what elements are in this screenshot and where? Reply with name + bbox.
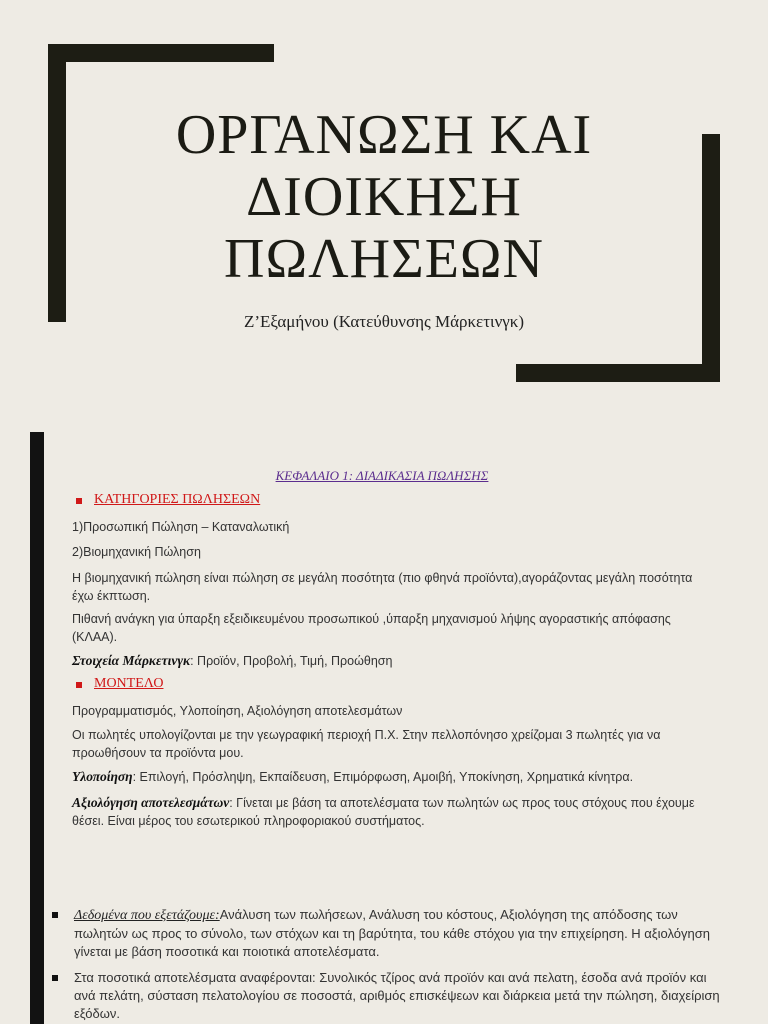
content-slide-evaluation: [0, 864, 768, 1024]
bullet-square-icon: [76, 682, 82, 688]
title-line-2: ΔΙΟΙΚΗΣΗ: [246, 166, 522, 228]
section-heading-model: ΜΟΝΤΕΛΟ: [94, 676, 164, 691]
bullet-square-icon: [76, 498, 82, 504]
section-heading-categories: ΚΑΤΗΓΟΡΙΕΣ ΠΩΛΗΣΕΩΝ: [94, 492, 261, 507]
chapter-link[interactable]: ΚΕΦΑΛΑΙΟ 1: ΔΙΑΔΙΚΑΣΙΑ ΠΩΛΗΣΗΣ: [275, 468, 489, 483]
evaluation: [72, 794, 712, 830]
marketing-text: : Προϊόν, Προβολή, Τιμή, Προώθηση: [190, 654, 393, 668]
frame-corner-top-left: [48, 44, 66, 322]
data-examined-text: Ανάλυση των πωλήσεων, Ανάλυση του κόστους, Αξιολόγηση της απόδοσης των πωλητών ως προς το σύνολο, των στόχων και τη βαρύτητα, του κάθε στόχου για την επιχείρηση. Η αξιολόγηση γίνεται με βάση ποσοτικά και ποιοτικά αποτελέσματα.: [74, 907, 711, 959]
slide-accent-bar: [30, 432, 44, 864]
model-steps: Προγραμματισμός, Υλοποίηση, Αξιολόγηση αποτελεσμάτων: [72, 704, 403, 718]
page-title: [100, 104, 668, 290]
marketing-label: Στοιχεία Μάρκετινγκ: [72, 653, 191, 668]
title-line-3: ΠΩΛΗΣΕΩΝ: [224, 228, 544, 290]
implementation: [72, 768, 712, 786]
title-line-1: ΟΡΓΑΝΩΣΗ ΚΑΙ: [175, 104, 593, 166]
paragraph-data-examined: [74, 906, 724, 961]
frame-corner-bottom-right-bar: [516, 364, 720, 382]
list-item: 1)Προσωπική Πώληση – Καταναλωτική: [72, 520, 290, 534]
data-examined-label: Δεδομένα που εξετάζουμε:: [74, 908, 220, 923]
paragraph-salespeople: Οι πωλητές υπολογίζονται με την γεωγραφική περιοχή Π.Χ. Στην πελλοπόνησο χρείζομαι 3 πωλητές για να προωθήσουν τα προϊόντα μου.: [72, 728, 661, 760]
marketing-elements: [72, 652, 712, 670]
bullet-square-icon: [52, 912, 58, 918]
evaluation-label: Αξιολόγηση αποτελεσμάτων: [72, 795, 230, 810]
paragraph-staff-need: Πιθανή ανάγκη για ύπαρξη εξειδικευμένου προσωπικού ,ύπαρξη μηχανισμού λήψης αγοραστικής απόφασης (ΚΛΑΑ).: [72, 612, 671, 644]
paragraph-quantitative-results: Στα ποσοτικά αποτελέσματα αναφέρονται: Συνολικός τζίρος ανά προϊόν και ανά πελατη, έσοδα ανά προϊόν και ανά πελάτη, σύσταση πελατολογίου σε ποσοστά, αριθμός επισκέψεων και διάρκεια μετά την πώληση, διαχείριση εξόδων.: [74, 970, 720, 1021]
content-slide-chapter-1: [0, 432, 768, 864]
subtitle: Ζ’Εξαμήνου (Κατεύθυνσης Μάρκετινγκ): [243, 312, 525, 331]
implementation-text: : Επιλογή, Πρόσληψη, Εκπαίδευση, Επιμόρφωση, Αμοιβή, Υποκίνηση, Χρηματικά κίνητρα.: [132, 770, 634, 784]
frame-corner-bottom-right: [702, 134, 720, 382]
paragraph-industrial-sales: Η βιομηχανική πώληση είναι πώληση σε μεγάλη ποσότητα (πιο φθηνά προϊόντα),αγοράζοντας μεγάλη ποσότητα έχω έκπτωση.: [72, 571, 693, 603]
frame-corner-top-left-bar: [48, 44, 274, 62]
slide-accent-bar: [30, 864, 44, 1024]
bullet-square-icon: [52, 975, 58, 981]
list-item: 2)Βιομηχανική Πώληση: [72, 545, 201, 559]
evaluation-text: : Γίνεται με βάση τα αποτελέσματα των πωλητών ως προς τους στόχους που έχουμε θέσει. Είναι μέρος του εσωτερικού πληροφοριακού συστήματος.: [72, 796, 695, 828]
implementation-label: Υλοποίηση: [72, 769, 133, 784]
title-slide: [0, 0, 768, 432]
